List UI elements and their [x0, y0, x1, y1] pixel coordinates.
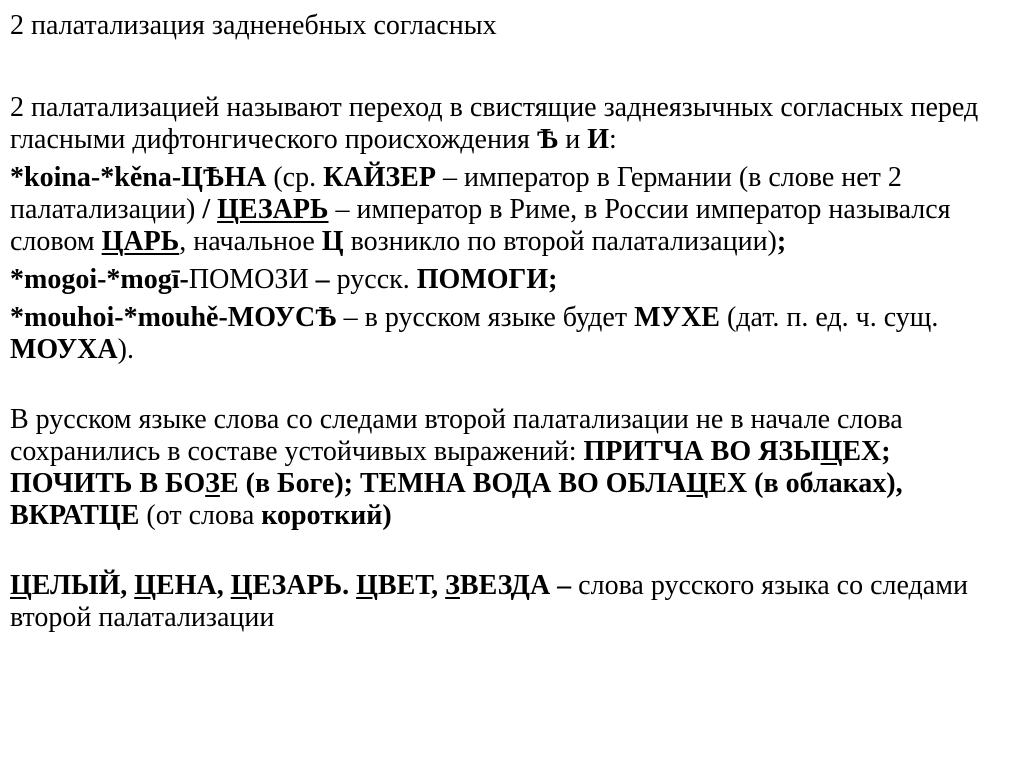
text-run: ЦЕЗАРЬ — [217, 194, 329, 225]
text-run: Е (в Боге); ТЕМНА ВОДА ВО ОБЛА — [219, 468, 687, 499]
text-run: ЕНА, — [156, 570, 231, 601]
text-run: ЕХ (в облаках), ВКРАТЦЕ — [10, 468, 903, 531]
text-run: ВЕЗДА – — [459, 570, 572, 601]
text-run: В русском языке слова со следами второй палатализации не в начале слова сохранились в составе устойчивых выражений: — [10, 404, 903, 467]
text-run: ЕХ; ПОЧИТЬ В БО — [10, 436, 891, 499]
text-run: / — [202, 194, 218, 225]
text-run: МУХЕ — [634, 302, 720, 333]
slide-body — [10, 92, 1010, 640]
text-run: ВЕТ, — [377, 570, 446, 601]
paragraph — [10, 302, 1010, 366]
text-run: ЦАРЬ — [101, 226, 180, 257]
paragraph-gap — [10, 372, 1010, 404]
text-run: Ц — [230, 570, 253, 601]
text-run: Ц — [686, 468, 709, 499]
text-run: Ц — [820, 436, 843, 467]
text-run: *koina-*kěna-ЦѢНА — [10, 162, 267, 193]
text-run: Ц — [134, 570, 157, 601]
text-run: – в русском языке будет — [336, 302, 635, 333]
text-run: *mouhoi-*mouhě-МОУСѢ — [10, 302, 337, 333]
text-run: слова русского языка со следами второй палатализации — [10, 570, 968, 633]
text-run: Ѣ — [536, 124, 559, 155]
text-run: З — [205, 468, 220, 499]
paragraph — [10, 570, 1010, 634]
text-run: ЕЗАРЬ. — [252, 570, 357, 601]
text-run: Ц — [10, 570, 32, 601]
paragraph — [10, 92, 1010, 156]
paragraph — [10, 264, 1010, 296]
text-run: – — [315, 264, 330, 295]
paragraph — [10, 404, 1010, 532]
text-run: возникло по второй палатализации) — [343, 226, 777, 257]
text-run: МОУХА — [10, 334, 118, 365]
text-run: ПОМОЗИ — [188, 264, 316, 295]
text-run: ). — [117, 334, 134, 365]
paragraph-gap — [10, 538, 1010, 570]
text-run: (от слова — [139, 500, 262, 531]
text-run: (ср. — [266, 162, 324, 193]
text-run: Ц — [321, 226, 344, 257]
text-run: 2 палатализацией называют переход в свистящие заднеязычных согласных перед гласными дифтонгического происхождения — [10, 92, 979, 155]
text-run: КАЙЗЕР — [323, 162, 436, 193]
text-run: : — [608, 124, 617, 155]
text-run: И — [587, 124, 609, 155]
text-run: , начальное — [179, 226, 322, 257]
text-run: *mogoi-*mogī- — [10, 264, 189, 295]
text-run: ПРИТЧА ВО ЯЗЫ — [583, 436, 821, 467]
text-run: короткий) — [261, 500, 392, 531]
text-run: ПОМОГИ; — [416, 264, 558, 295]
text-run: З — [445, 570, 460, 601]
text-run: русск. — [329, 264, 417, 295]
slide-title: 2 палатализация задненебных согласных — [10, 10, 497, 41]
paragraph — [10, 162, 1010, 258]
text-run: ЕЛЫЙ, — [31, 570, 135, 601]
text-run: Ц — [356, 570, 378, 601]
text-run: (дат. п. ед. ч. сущ. — [719, 302, 939, 333]
text-run: и — [558, 124, 588, 155]
text-run: ; — [776, 226, 787, 257]
text-run: – император в Риме, в России император назывался словом — [10, 194, 951, 257]
text-run: – император в Германии (в слове нет 2 палатализации) — [10, 162, 902, 225]
